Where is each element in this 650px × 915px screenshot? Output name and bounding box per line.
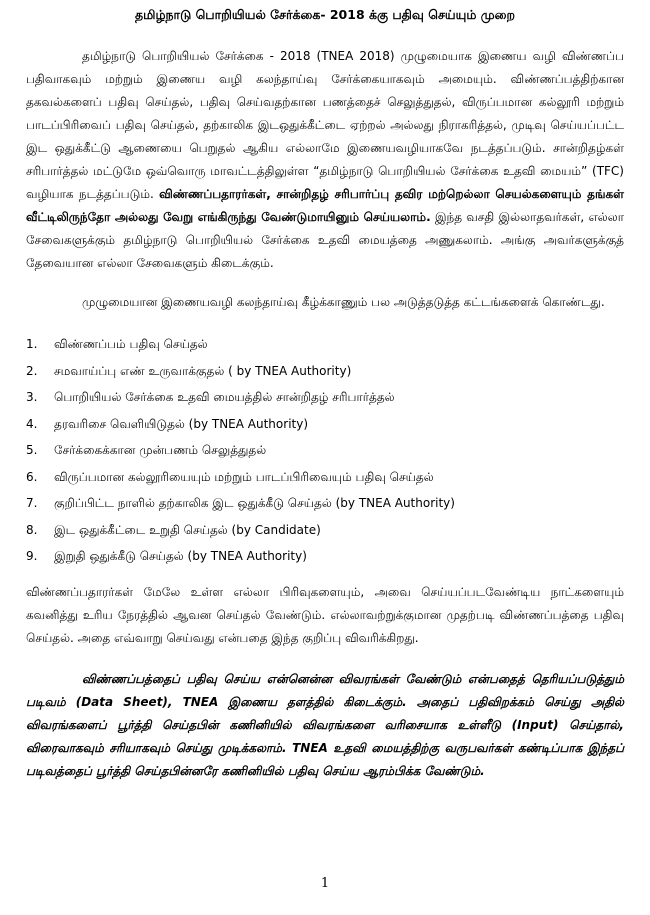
step-text: இறுதி ஒதுக்கீடு செய்தல் (by TNEA Authority) (54, 549, 307, 563)
step-text: தரவரிசை வெளியிடுதல் (by TNEA Authority) (54, 416, 309, 431)
data-sheet-note: விண்ணப்பத்தைப் பதிவு செய்ய என்னென்ன விவரங்கள் வேண்டும் என்பதைத் தெரியப்படுத்தும் படிவம் (Data Sheet), TNEA இணைய தளத்தில் கிடைக்கும். அதைப் பதிவிறக்கம் செய்து அதில் விவரங்களைப் பூர்த்தி செய்தபின் கணினியில் விவரங்களை வரிசையாக உள்ளீடு (Input) செய்தால், விரைவாகவும் சரியாகவும் செய்து முடிக்கலாம். TNEA உதவி மையத்திற்கு வருபவர்கள் கண்டிப்பாக இந்தப் படிவத்தைப் பூர்த்தி செய்தபின்னரே கணினியில் பதிவு செய்ய ஆரம்பிக்க வேண்டும். (26, 672, 624, 779)
intro-text-part1: தமிழ்நாடு பொறியியல் சேர்க்கை - 2018 (TNEA 2018) முழுமையாக இணைய வழி விண்ணப்ப பதிவாகவும் மற்றும் இணைய வழி கலந்தாய்வு சேர்க்கையாகவும் அமையும். விண்ணப்பத்திற்கான தகவல்களைப் பதிவு செய்தல், பதிவு செய்வதற்கான பணத்தைச் செலுத்துதல், விருப்பமான கல்லூரி மற்றும் பாடப்பிரிவைப் பதிவு செய்தல், தற்காலிக இடஒதுக்கீட்டை ஏற்றல் அல்லது நிராகரித்தல், முடிவு செய்யப்பட்ட இட ஒதுக்கீட்டு ஆணையை பெறுதல் ஆகிய எல்லாமே இணையவழியாகவே நடத்தப்படும். சான்றிதழ்கள் சரிபார்த்தல் மட்டுமே ஒவ்வொரு மாவட்டத்திலுள்ள “தமிழ்நாடு பொறியியல் சேர்க்கை உதவி மையம்” (TFC) வழியாக நடத்தப்படும். (26, 48, 624, 201)
steps-intro-paragraph: முழுமையான இணையவழி கலந்தாய்வு கீழ்க்காணும் பல அடுத்தடுத்த கட்டங்களைக் கொண்டது. (82, 294, 605, 309)
intro-text-part2: இந்த வசதி இல்லாதவர்கள், எல்லா சேவைகளுக்கும் தமிழ்நாடு பொறியியல் சேர்க்கை உதவி மையத்தை அணுகலாம். அங்கு அவர்களுக்குத் தேவையான எல்லா சேவைகளும் கிடைக்கும். (26, 209, 624, 270)
list-item (26, 331, 624, 358)
step-text: சமவாய்ப்பு எண் உருவாக்குதல் ( by TNEA Authority) (54, 363, 352, 378)
steps-list (26, 331, 624, 570)
step-number: 1. (26, 337, 38, 351)
step-text: விருப்பமான கல்லூரியையும் மற்றும் பாடப்பிரிவையும் பதிவு செய்தல் (54, 469, 434, 484)
step-number: 8. (26, 522, 38, 537)
page-number: 1 (320, 876, 330, 891)
intro-bold-text: விண்ணப்பதாரர்கள், சான்றிதழ் சரிபார்ப்பு தவிர மற்றெல்லா செயல்களையும் தங்கள் வீட்டிலிருந்தோ அல்லது வேறு எங்கிருந்து வேண்டுமாயினும் செய்யலாம். (26, 186, 624, 224)
step-text: சேர்க்கைக்கான முன்பணம் செலுத்துதல் (54, 443, 267, 457)
list-item (26, 490, 624, 517)
intro-paragraph (26, 45, 624, 275)
step-number: 6. (26, 469, 38, 484)
step-number: 2. (26, 363, 38, 378)
list-item (26, 516, 624, 543)
step-text: பொறியியல் சேர்க்கை உதவி மையத்தில் சான்றிதழ் சரிபார்த்தல் (54, 390, 395, 404)
step-number: 4. (26, 416, 38, 431)
step-text: விண்ணப்பம் பதிவு செய்தல் (54, 337, 208, 351)
list-item (26, 410, 624, 437)
step-text: இட ஒதுக்கீட்டை உறுதி செய்தல் (by Candidate) (54, 522, 321, 537)
step-number: 7. (26, 496, 38, 510)
step-number: 5. (26, 443, 38, 457)
step-number: 3. (26, 390, 38, 404)
step-number: 9. (26, 549, 38, 563)
list-item (26, 357, 624, 384)
step-text: குறிப்பிட்ட நாளில் தற்காலிக இட ஒதுக்கீடு செய்தல் (by TNEA Authority) (54, 496, 455, 510)
page-title: தமிழ்நாடு பொறியியல் சேர்க்கை- 2018 க்கு பதிவு செய்யும் முறை (135, 7, 515, 22)
closing-paragraph: விண்ணப்பதாரர்கள் மேலே உள்ள எல்லா பிரிவுகளையும், அவை செய்யப்படவேண்டிய நாட்களையும் கவனித்து உரிய நேரத்தில் ஆவன செய்தல் வேண்டும். எல்லாவற்றுக்குமான முதற்படி விண்ணப்பத்தை பதிவு செய்தல். அதை எவ்வாறு செய்வது என்பதை இந்த குறிப்பு விவரிக்கிறது. (26, 585, 624, 646)
list-item (26, 384, 624, 411)
list-item (26, 543, 624, 570)
list-item (26, 437, 624, 464)
list-item (26, 463, 624, 490)
